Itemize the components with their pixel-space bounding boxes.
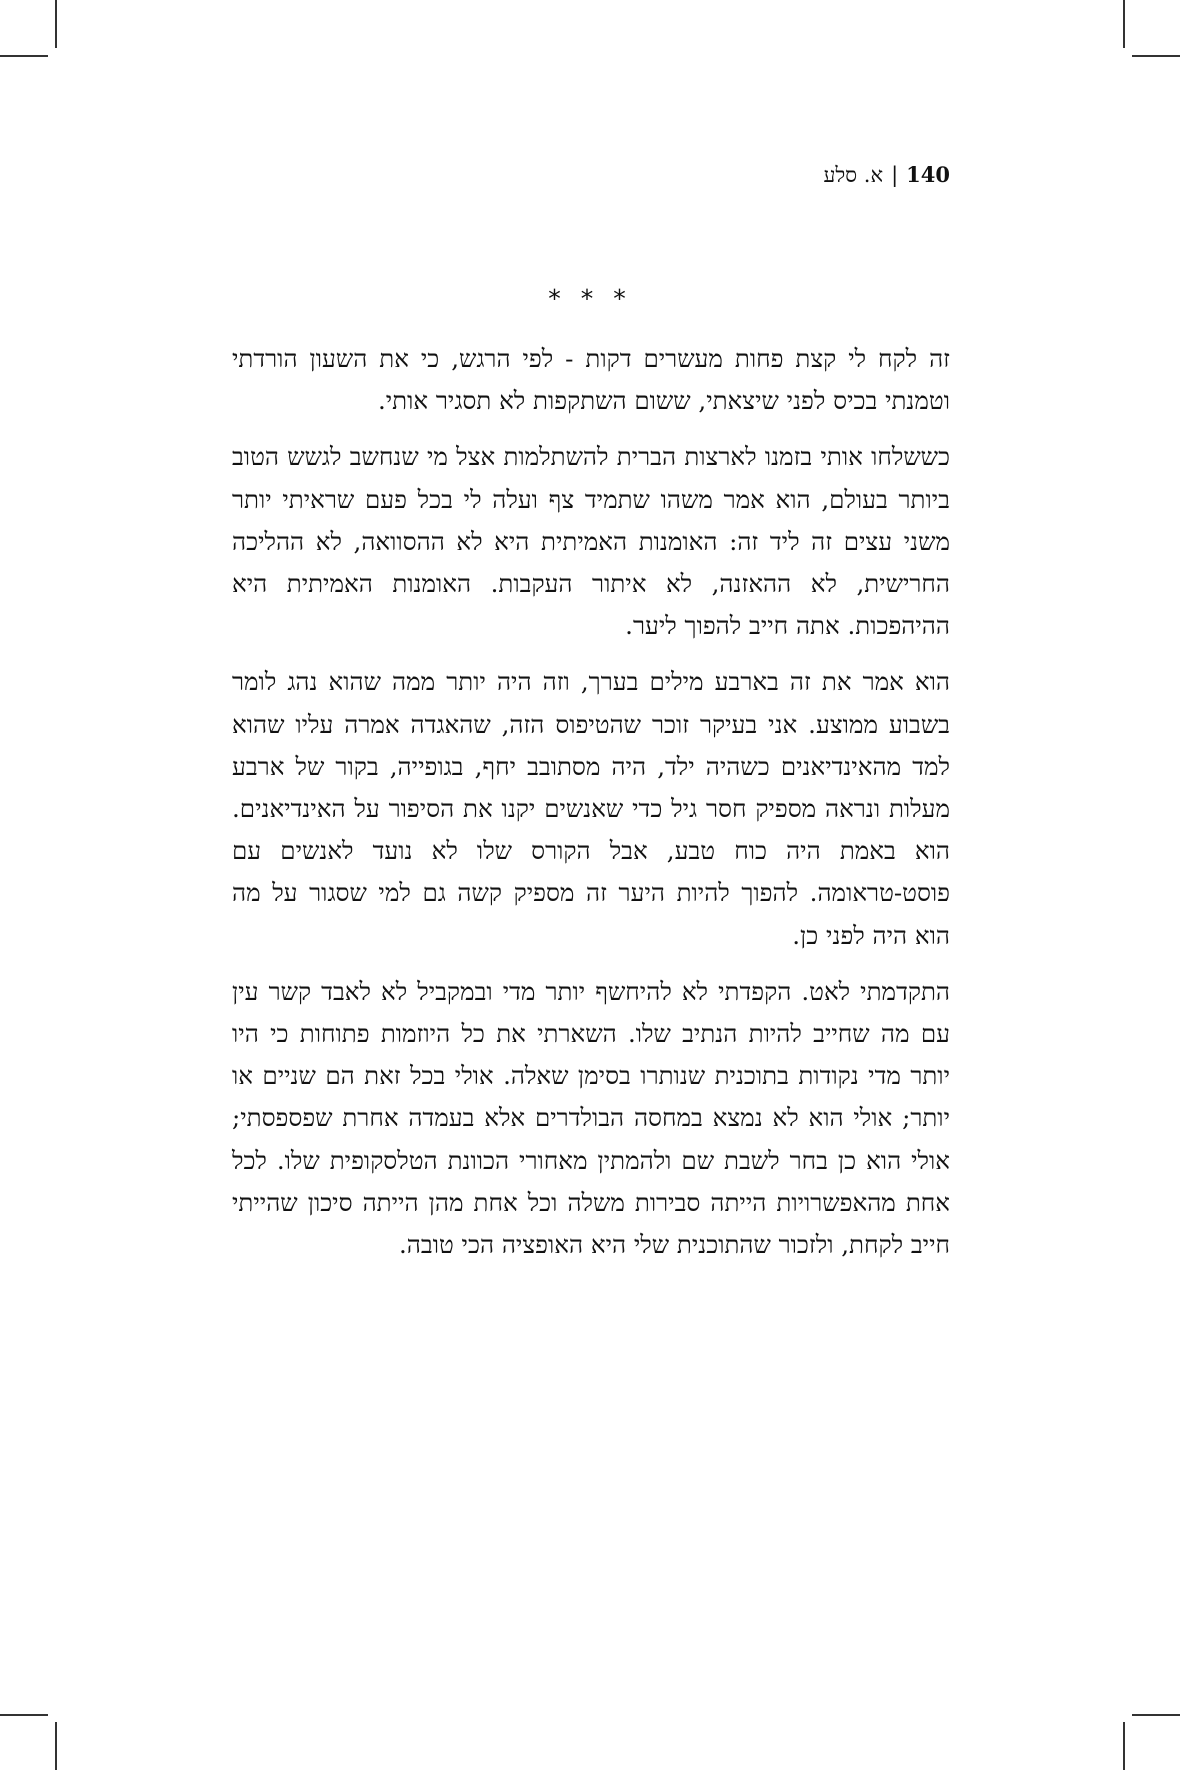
paragraph: התקדמתי לאט. הקפדתי לא להיחשף יותר מדי ובמקביל לא לאבד קשר עין עם מה שחייב להיות הנתיב שלו. השארתי את כל היוזמות פתוחות כי היו יותר מדי נקודות בתוכנית שנותרו בסימן שאלה. אולי בכל זאת הם שניים או יותר; אולי הוא לא נמצא במחסה הבולדרים אלא בעמדה אחרת שפספסתי; אולי הוא כן בחר לשבת שם ולהמתין מאחורי הכוונת הטלסקופית שלו. לכל אחת מהאפשרויות הייתה סבירות משלה וכל אחת מהן הייתה סיכון שהייתי חייב לקחת, ולזכור שהתוכנית שלי היא האופציה הכי טובה.	[232, 976, 950, 1260]
body-text	[232, 338, 950, 1280]
crop-mark-top-left-vertical	[55, 0, 57, 48]
section-separator: * * *	[548, 284, 632, 313]
crop-mark-top-right-vertical	[1123, 0, 1125, 48]
paragraph: הוא אמר את זה בארבע מילים בערך, וזה היה יותר ממה שהוא נהג לומר בשבוע ממוצע. אני בעיקר זוכר שהטיפוס הזה, שהאגדה אמרה עליו שהוא למד מהאינדיאנים כשהיה ילד, היה מסתובב יחף, בגופייה, בקור של ארבע מעלות ונראה מספיק חסר גיל כדי שאנשים יקנו את הסיפור על האינדיאנים. הוא באמת היה כוח טבע, אבל הקורס שלו לא נועד לאנשים עם פוסט-טראומה. להפוך להיות היער זה מספיק קשה גם למי שסגור על מה הוא היה לפני כן.	[232, 667, 950, 950]
crop-mark-top-left-horizontal	[0, 55, 48, 57]
crop-mark-bottom-left-horizontal	[0, 1714, 48, 1716]
crop-mark-bottom-right-horizontal	[1132, 1714, 1180, 1716]
running-header	[823, 162, 950, 188]
header-separator: |	[891, 163, 899, 187]
crop-mark-top-right-horizontal	[1132, 55, 1180, 57]
header-author: א. סלע	[823, 163, 884, 187]
crop-mark-bottom-right-vertical	[1123, 1722, 1125, 1770]
crop-mark-bottom-left-vertical	[55, 1722, 57, 1770]
paragraph: זה לקח לי קצת פחות מעשרים דקות - לפי הרגש, כי את השעון הורדתי וטמנתי בכיס לפני שיצאתי, ששום השתקפות לא תסגיר אותי.	[232, 344, 950, 416]
paragraph: כששלחו אותי בזמנו לארצות הברית להשתלמות אצל מי שנחשב לגשש הטוב ביותר בעולם, הוא אמר משהו שתמיד צף ועלה לי בכל פעם שראיתי יותר משני עצים זה ליד זה: האומנות האמיתית היא לא ההסוואה, לא ההליכה החרישית, לא ההאזנה, לא איתור העקבות. האומנות האמיתית היא ההיהפכות. אתה חייב להפוך ליער.	[232, 442, 950, 641]
page-number: 140	[906, 162, 950, 187]
